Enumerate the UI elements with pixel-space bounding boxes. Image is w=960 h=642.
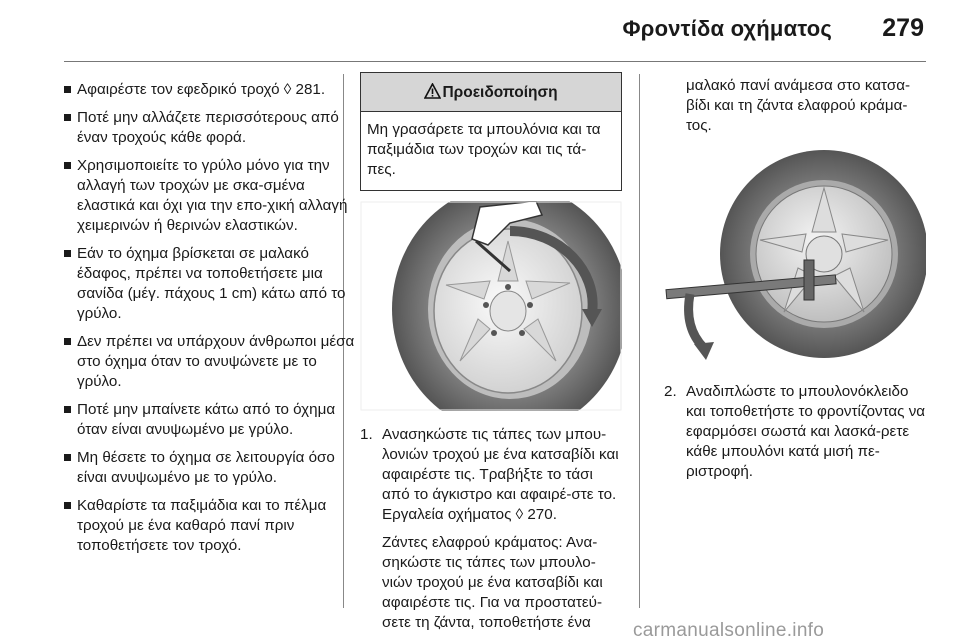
bullet-item: Καθαρίστε τα παξιμάδια και το πέλμα τροχού με ένα καθαρό πανί πριν τοποθετήσετε τον τροχό. [64, 496, 356, 556]
warning-box [360, 72, 622, 191]
step-note: Ζάντες ελαφρού κράματος: Ανα-σηκώστε τις τάπες των μπουλο-νιών τροχού με ένα κατσαβίδι και αφαιρέστε τις. Για να προστατεύ-σετε τη ζάντα, τοποθετήστε ένα [382, 534, 603, 631]
bullet-item: Εάν το όχημα βρίσκεται σε μαλακό έδαφος, πρέπει να τοποθετήσετε μια σανίδα (μέγ. πάχους 1 cm) κάτω από το γρύλο. [64, 244, 356, 324]
step-1 [360, 425, 622, 633]
bullet-item: Ποτέ μην αλλάζετε περισσότερους από έναν τροχούς κάθε φορά. [64, 108, 356, 148]
step-text: Αναδιπλώστε το μπουλονόκλειδο και τοποθετήστε το φροντίζοντας να εφαρμόσει σωστά και λασκά-ρετε κάθε μπουλόνι κατά μισή πε-ριστροφή. [686, 383, 926, 480]
step-number: 1. [360, 426, 373, 443]
bullet-item: Χρησιμοποιείτε το γρύλο μόνο για την αλλαγή των τροχών με σκα-σμένα ελαστικά και όχι για την επο-χική αλλαγή χειμερινών ή θερινών ελαστικών. [64, 156, 356, 236]
warning-header [361, 73, 621, 112]
page-number: 279 [882, 14, 924, 42]
bullet-item: Δεν πρέπει να υπάρχουν άνθρωποι μέσα στο όχημα όταν το ανυψώνετε με το γρύλο. [64, 332, 356, 392]
warning-triangle-icon [424, 83, 441, 104]
page-header-title: Φροντίδα οχήματος [622, 16, 832, 41]
warning-text: Μη γρασάρετε τα μπουλόνια και τα παξιμάδια των τροχών και τις τά-πες. [367, 121, 601, 178]
header-rule [64, 61, 926, 62]
watermark: carmanualsonline.info [633, 620, 825, 641]
warning-title: Προειδοποίηση [442, 84, 558, 101]
wrench-illustration [664, 148, 926, 364]
step-2 [664, 382, 926, 482]
step-text: Ανασηκώστε τις τάπες των μπου-λονιών τροχού με ένα κατσαβίδι και αφαιρέστε τις. Τραβήξτε το τάσι από το άγκιστρο και αφαιρέ-στε το. Εργαλεία οχήματος ◊ 270. [382, 426, 619, 523]
safety-bullet-list [64, 80, 356, 564]
column-2 [360, 72, 622, 641]
bullet-item: Αφαιρέστε τον εφεδρικό τροχό ◊ 281. [64, 80, 356, 100]
column-divider-2 [639, 74, 640, 608]
bullet-item: Μη θέσετε το όχημα σε λειτουργία όσο είναι ανυψωμένο με το γρύλο. [64, 448, 356, 488]
step-number: 2. [664, 383, 677, 400]
hubcap-removal-illustration [360, 201, 622, 411]
step-note-continued: μαλακό πανί ανάμεσα στο κατσα-βίδι και τη ζάντα ελαφρού κράμα-τος. [686, 77, 911, 134]
column-3 [664, 76, 926, 490]
bullet-item: Ποτέ μην μπαίνετε κάτω από το όχημα όταν είναι ανυψωμένο με γρύλο. [64, 400, 356, 440]
